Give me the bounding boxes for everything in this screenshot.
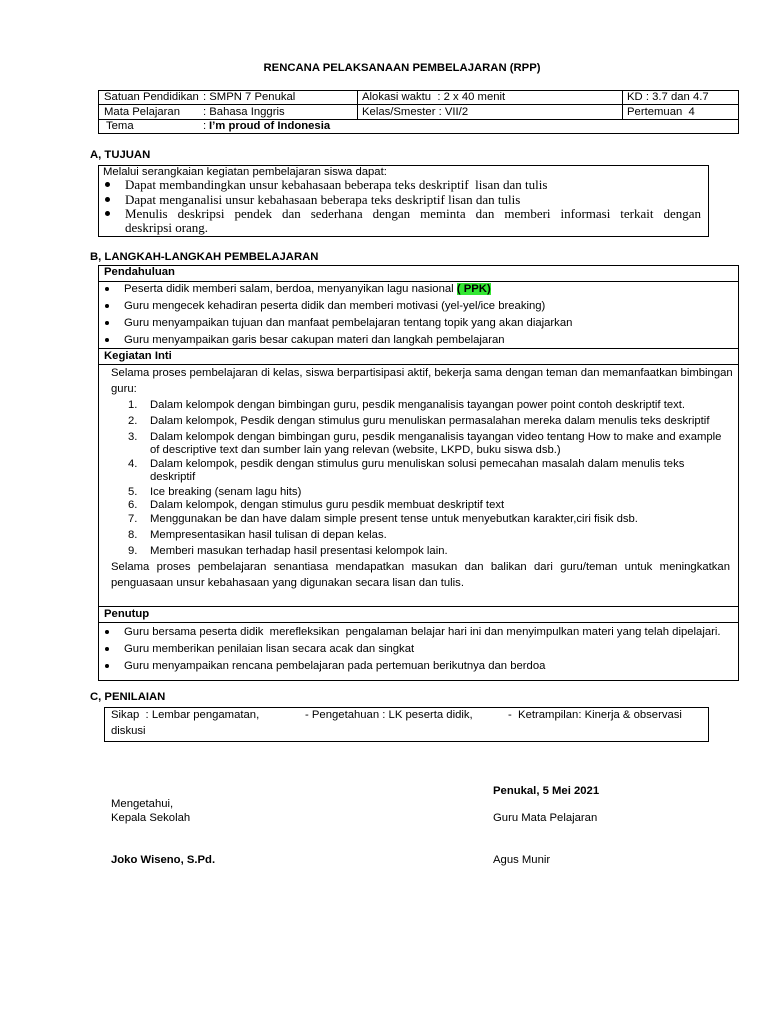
place-date: Penukal, 5 Mei 2021 [493, 785, 600, 797]
tema-label: Tema [106, 120, 134, 132]
step-text: Dalam kelompok, Pesdik dengan stimulus guru menuliskan permasalahan mereka dalam menulis teks deskriptif [150, 415, 710, 427]
kompetensi-dasar: KD : 3.7 dan 4.7 [627, 91, 709, 103]
teacher-name: Agus Munir [493, 854, 551, 866]
penutup-heading: Penutup [104, 608, 150, 620]
tujuan-item: Menulis deskripsi pendek dan sederhana dengan meminta dan memberi informasi terkait dengan [125, 206, 701, 221]
pendahuluan-item: Guru menyampaikan tujuan dan manfaat pembelajaran tentang topik yang akan diajarkan [124, 317, 573, 329]
section-divider [98, 364, 739, 365]
penutup-item: Guru menyampaikan rencana pembelajaran pada pertemuan berikutnya dan berdoa [124, 660, 546, 672]
inti-closing: Selama proses pembelajaran senantiasa mendapatkan masukan dan balikan dari guru/teman untuk meningkatkan [111, 561, 730, 573]
teacher-title: Guru Mata Pelajaran [493, 812, 598, 824]
document-title: RENCANA PELAKSANAAN PEMBELAJARAN (RPP) [263, 62, 541, 74]
table-divider [98, 119, 739, 120]
satuan-label: Satuan Pendidikan [104, 91, 199, 103]
step-text-continued: of descriptive text dan sumber lain yang relevan (website, LKPD, buku siswa dsb.) [150, 444, 561, 456]
step-text: Memberi masukan terhadap hasil presentasi kelompok lain. [150, 545, 448, 557]
tujuan-item: Dapat menganalisi unsur kebahasaan beberapa teks deskriptif lisan dan tulis [125, 192, 521, 207]
section-heading-tujuan: A, TUJUAN [90, 149, 151, 161]
bullet-icon [105, 211, 110, 216]
tema-separator: : [203, 120, 207, 132]
bullet-icon [105, 647, 109, 651]
penutup-item: Guru memberikan penilaian lisan secara acak dan singkat [124, 643, 415, 655]
bullet-icon [105, 664, 109, 668]
bullet-icon [105, 304, 109, 308]
step-number: 9. [128, 545, 138, 557]
step-text: Dalam kelompok dengan bimbingan guru, pesdik menganalisis tayangan power point contoh deskriptif text. [150, 399, 686, 411]
bullet-icon [105, 197, 110, 202]
alokasi-waktu: Alokasi waktu : 2 x 40 menit [362, 91, 506, 103]
ppk-highlight: ( PPK) [456, 283, 491, 295]
step-text-continued: deskriptif [150, 471, 196, 483]
bullet-icon [105, 630, 109, 634]
step-number: 6. [128, 499, 138, 511]
step-text: Dalam kelompok, pesdik dengan stimulus guru menuliskan solusi pemecahan masalah dalam menulis teks [150, 458, 685, 470]
mapel-value: : Bahasa Inggris [203, 106, 285, 118]
step-number: 3. [128, 431, 138, 443]
bullet-icon [105, 321, 109, 325]
tujuan-item: Dapat membandingkan unsur kebahasaan beberapa teks deskriptif lisan dan tulis [125, 177, 548, 192]
inti-intro: Selama proses pembelajaran di kelas, siswa berpartisipasi aktif, bekerja sama dengan teman dan memanfaatkan bimbingan [111, 367, 733, 379]
step-number: 2. [128, 415, 138, 427]
pendahuluan-item: Guru mengecek kehadiran peserta didik dan memberi motivasi (yel-yel/ice breaking) [124, 300, 546, 312]
pendahuluan-item-text: Peserta didik memberi salam, berdoa, menyanyikan lagu nasional [124, 283, 457, 295]
inti-closing-continued: penguasaan unsur kebahasaan yang digunakan secara lisan dan tulis. [111, 577, 464, 589]
penilaian-sikap: Sikap : Lembar pengamatan, [111, 709, 260, 721]
bullet-icon [105, 338, 109, 342]
section-divider [98, 606, 739, 607]
step-number: 4. [128, 458, 138, 470]
step-text: Mempresentasikan hasil tulisan di depan kelas. [150, 529, 387, 541]
bullet-icon [105, 182, 110, 187]
pendahuluan-item: Guru menyampaikan garis besar cakupan materi dan langkah pembelajaran [124, 334, 505, 346]
table-divider [622, 90, 623, 119]
step-number: 1. [128, 399, 138, 411]
step-text: Ice breaking (senam lagu hits) [150, 486, 302, 498]
tujuan-item-continued: deskripsi orang. [125, 220, 209, 235]
section-heading-langkah: B, LANGKAH-LANGKAH PEMBELAJARAN [90, 251, 319, 263]
pertemuan: Pertemuan 4 [627, 106, 695, 118]
pendahuluan-heading: Pendahuluan [104, 266, 175, 278]
penilaian-continued: diskusi [111, 725, 146, 737]
bullet-icon [105, 287, 109, 291]
step-number: 8. [128, 529, 138, 541]
pendahuluan-item [124, 282, 491, 296]
kelas-semester: Kelas/Smester : VII/2 [362, 106, 469, 118]
step-number: 7. [128, 513, 138, 525]
tema-value: I’m proud of Indonesia [209, 120, 331, 132]
acknowledge-label: Mengetahui, [111, 798, 174, 810]
penutup-item: Guru bersama peserta didik merefleksikan pengalaman belajar hari ini dan menyimpulkan materi yang telah dipelajari. [124, 626, 721, 638]
step-text: Dalam kelompok dengan bimbingan guru, pesdik menganalisis tayangan video tentang How to make and example [150, 431, 722, 443]
principal-title: Kepala Sekolah [111, 812, 191, 824]
section-divider [98, 348, 739, 349]
step-text: Menggunakan be dan have dalam simple present tense untuk menyebutkan karakter,ciri fisik dsb. [150, 513, 638, 525]
principal-name: Joko Wiseno, S.Pd. [111, 854, 216, 866]
mapel-label: Mata Pelajaran [104, 106, 180, 118]
step-number: 5. [128, 486, 138, 498]
penilaian-pengetahuan: - Pengetahuan : LK peserta didik, [305, 709, 473, 721]
penilaian-keterampilan: - Ketrampilan: Kinerja & observasi [508, 709, 682, 721]
section-heading-penilaian: C, PENILAIAN [90, 691, 166, 703]
inti-intro-continued: guru: [111, 383, 137, 395]
tujuan-intro: Melalui serangkaian kegiatan pembelajaran siswa dapat: [103, 166, 387, 178]
section-divider [98, 622, 739, 623]
step-text: Dalam kelompok, dengan stimulus guru pesdik membuat deskriptif text [150, 499, 505, 511]
inti-heading: Kegiatan Inti [104, 350, 172, 362]
table-divider [357, 90, 358, 119]
satuan-value: : SMPN 7 Penukal [203, 91, 296, 103]
